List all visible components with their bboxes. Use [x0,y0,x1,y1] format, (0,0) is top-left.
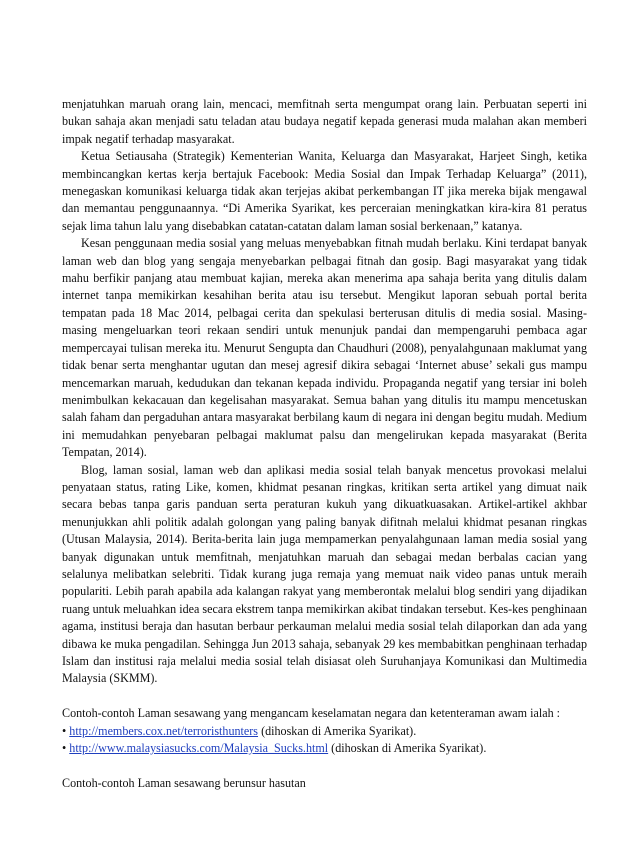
list-intro: Contoh-contoh Laman sesawang yang mengancam keselamatan negara dan ketenteraman awam ialah : [62,706,560,721]
document-body [62,96,587,792]
closing-line: Contoh-contoh Laman sesawang berunsur hasutan [62,775,306,790]
link-item-2 [62,740,587,757]
bullet: • [62,723,67,738]
link-terroristhunters[interactable]: http://members.cox.net/terroristhunters [69,723,259,738]
paragraph-3: Kesan penggunaan media sosial yang meluas menyebabkan fitnah mudah berlaku. Kini terdapat banyak laman web dan blog yang sengaja menyebarkan pelbagai fitnah dan gosip. Bagi masyarakat yang tidak mahu berfikir panjang atau membuat kajian, mereka akan menerima apa sahaja berita yang ditulis dalam internet tanpa memikirkan kesahihan berita atau isu tersebut. Mengikut laporan sebuah portal berita tempatan pada 18 Mac 2014, pelbagai cerita dan spekulasi berterusan ditulis di media sosial. Masing-masing mengeluarkan teori rekaan sendiri untuk menunjuk pandai dan mempengaruhi pembaca agar mempercayai tulisan mereka itu. Menurut Sengupta dan Chaudhuri (2008), penyalahgunaan maklumat yang tidak benar serta menghantar ugutan dan mesej agresif dikira sebagai ‘Internet abuse’ sekali gus mampu mencemarkan maruah, kedudukan dan tekanan kepada individu. Propaganda negatif yang tersiar ini boleh menimbulkan kekacauan dan kegelisahan masyarakat. Semua bahan yang ditulis itu mampu mencetuskan salah faham dan pergaduhan antara masyarakat berbilang kaum di negara ini dengan begitu mudah. Medium ini memudahkan penyebaran pelbagai maklumat palsu dan mengelirukan kepada masyarakat (Berita Tempatan, 2014). [62,236,587,460]
link-item-1 [62,723,587,740]
link-note: (dihoskan di Amerika Syarikat). [261,723,417,738]
bullet: • [62,741,67,756]
link-malaysiasucks[interactable]: http://www.malaysiasucks.com/Malaysia_Sucks.html [69,741,329,756]
paragraph-spacer [62,688,587,705]
paragraph-1: menjatuhkan maruah orang lain, mencaci, memfitnah serta mengumpat orang lain. Perbuatan seperti ini bukan sahaja akan menjadi satu teladan atau budaya negatif kepada generasi muda malahan akan memberi impak negatif terhadap masyarakat. [62,97,587,146]
paragraph-spacer [62,757,587,774]
paragraph-4: Blog, laman sosial, laman web dan aplikasi media sosial telah banyak mencetus provokasi melalui penyataan status, rating Like, komen, khidmat pesanan ringkas, kritikan serta artikel yang dimuat naik secara bebas tanpa garis panduan serta peraturan kukuh yang dikuatkuasakan. Artikel-artikel akhbar menunjukkan ahli politik adalah golongan yang paling banyak difitnah melalui khidmat pesanan ringkas (Utusan Malaysia, 2014). Berita-berita lain juga mempamerkan penyalahgunaan laman media sosial yang banyak digunakan untuk memfitnah, menjatuhkan maruah dan sebagai medan berbalas cacian yang selalunya melibatkan selebriti. Tidak kurang juga remaja yang memuat naik video panas untuk meraih populariti. Lebih parah apabila ada kalangan rakyat yang memberontak melalui blog sendiri yang dijadikan ruang untuk meluahkan idea secara ekstrem tanpa memikirkan akibat tindakan tersebut. Kes-kes penghinaan agama, institusi beraja dan hasutan berbaur perkauman melalui media sosial telah dilaporkan dan ada yang dibawa ke muka pengadilan. Sehingga Jun 2013 sahaja, sebanyak 29 kes membabitkan penghinaan terhadap Islam dan institusi raja melalui media sosial telah disiasat oleh Suruhanjaya Komunikasi dan Multimedia Malaysia (SKMM). [62,462,587,686]
link-note: (dihoskan di Amerika Syarikat). [331,741,487,756]
paragraph-2: Ketua Setiausaha (Strategik) Kementerian Wanita, Keluarga dan Masyarakat, Harjeet Singh, ketika membincangkan kertas kerja bertajuk Facebook: Media Sosial dan Impak Terhadap Keluarga” (2011), menegaskan komunikasi keluarga tidak akan terjejas akibat perkembangan IT jika mereka bijak mengawal dan memantau penggunaannya. “Di Amerika Syarikat, kes perceraian meningkatkan kira-kira 81 peratus sejak lima tahun lalu yang disebabkan catatan-catatan dalam laman sosial berkenaan,” katanya. [62,149,587,233]
